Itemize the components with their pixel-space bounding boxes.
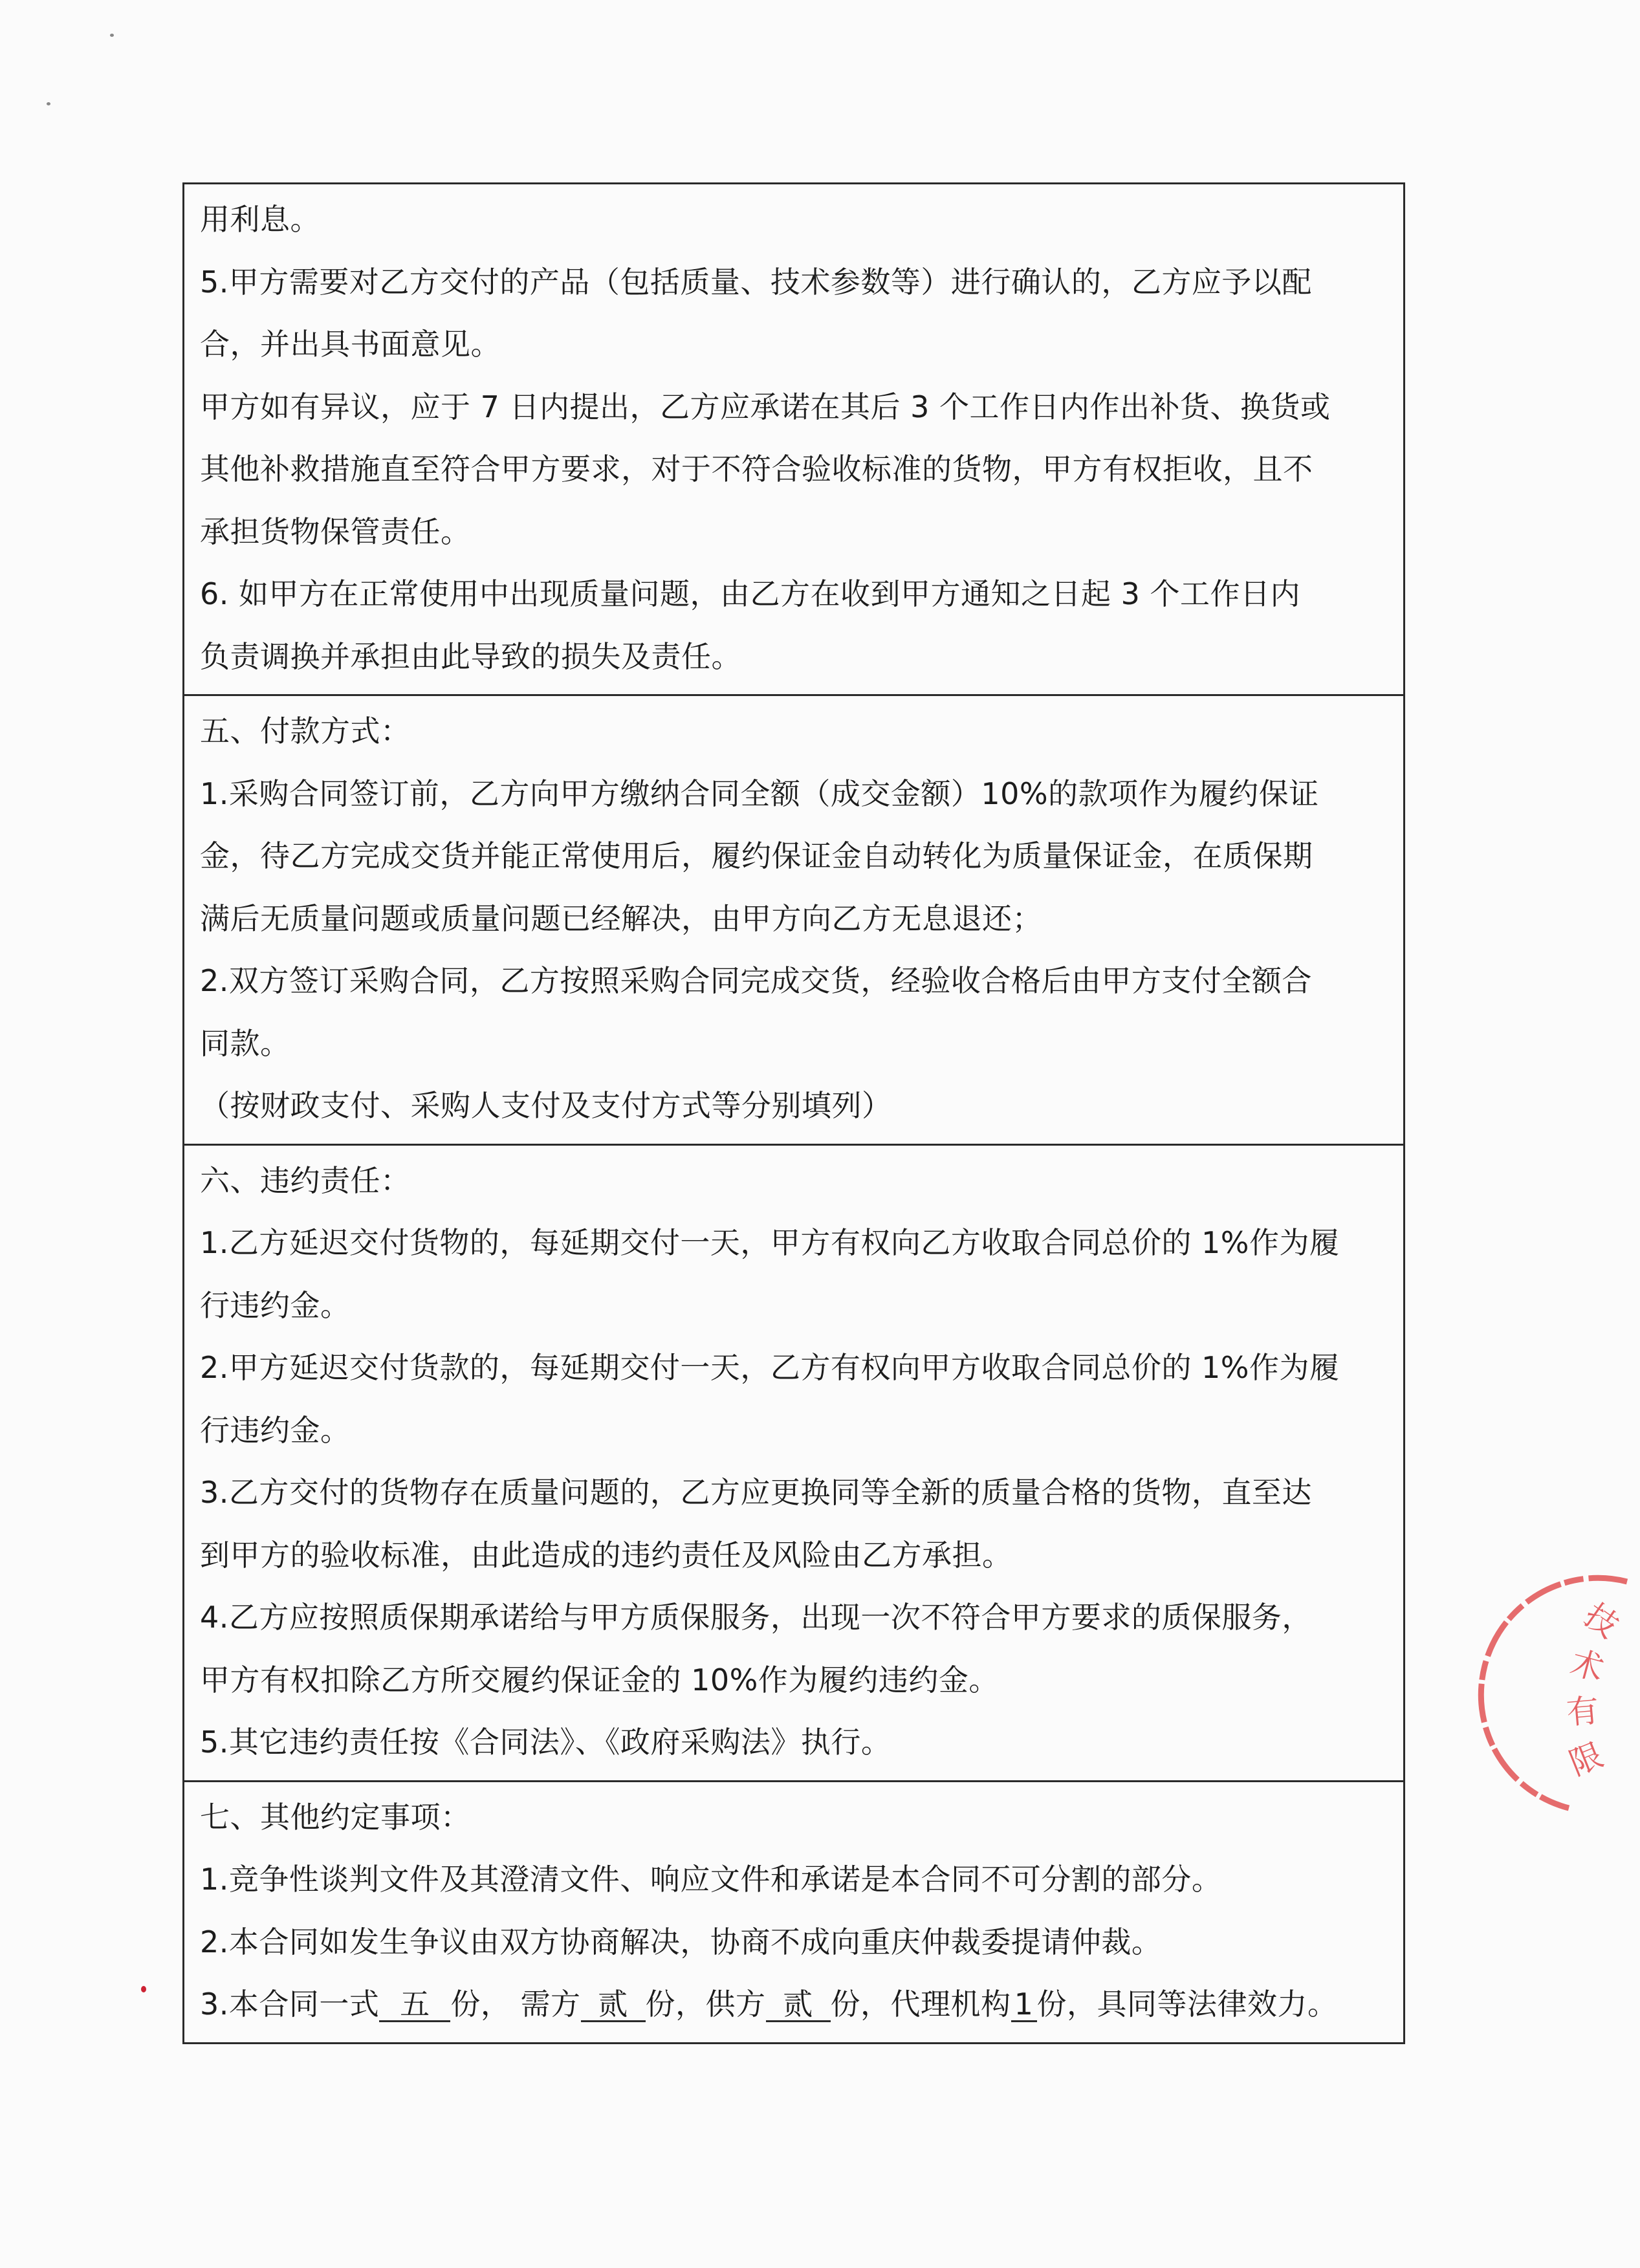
- text-line: 甲方如有异议，应于 7 日内提出，乙方应承诺在其后 3 个工作日内作出补货、换货或: [200, 389, 1331, 424]
- text-line: 甲方有权扣除乙方所交履约保证金的 10%作为履约违约金。: [200, 1662, 999, 1697]
- section-heading: 五、付款方式：: [200, 714, 411, 748]
- acceptance-section: [184, 184, 1403, 694]
- supplier-copies-value: 贰: [766, 1988, 831, 2022]
- buyer-copies-value: 贰: [581, 1988, 646, 2022]
- text-line: 2.本合同如发生争议由双方协商解决，协商不成向重庆仲裁委提请仲裁。: [200, 1924, 1162, 1959]
- red-ink-mark: [141, 1986, 146, 1992]
- text-line: 6. 如甲方在正常使用中出现质量问题，由乙方在收到甲方通知之日起 3 个工作日内: [200, 576, 1301, 611]
- text-line: 用利息。: [200, 202, 320, 237]
- text-line: 2.双方签订采购合同，乙方按照采购合同完成交货，经验收合格后由甲方支付全额合: [200, 963, 1312, 998]
- contract-table: [182, 182, 1405, 2044]
- text-line: 行违约金。: [200, 1412, 351, 1448]
- text-line: 1.乙方延迟交付货物的，每延期交付一天，甲方有权向乙方收取合同总价的 1%作为履: [200, 1225, 1340, 1260]
- agency-copies-value: 1: [1011, 1988, 1037, 2022]
- text-line: 5.其它违约责任按《合同法》、《政府采购法》执行。: [200, 1725, 891, 1760]
- seal-char: 有: [1564, 1691, 1601, 1732]
- section-heading: 七、其他约定事项：: [200, 1799, 471, 1835]
- text-line: 到甲方的验收标准，由此造成的违约责任及风险由乙方承担。: [200, 1537, 1012, 1573]
- breach-liability-section: [184, 1144, 1403, 1780]
- text-line: （按财政支付、采购人支付及支付方式等分别填列）: [200, 1088, 892, 1123]
- section-heading: 六、违约责任：: [200, 1162, 411, 1198]
- text-line: 2.甲方延迟交付货款的，每延期交付一天，乙方有权向甲方收取合同总价的 1%作为履: [200, 1350, 1340, 1385]
- copies-after-supplier: 份，代理机构: [830, 1987, 1011, 2022]
- text-line: 金，待乙方完成交货并能正常使用后，履约保证金自动转化为质量保证金，在质保期: [200, 838, 1313, 873]
- copies-suffix: 份，具同等法律效力。: [1036, 1987, 1338, 2022]
- copies-prefix: 3.本合同一式: [200, 1987, 380, 2022]
- copies-after-total: 份， 需方: [450, 1987, 581, 2022]
- text-line: 3.乙方交付的货物存在质量问题的，乙方应更换同等全新的质量合格的货物，直至达: [200, 1475, 1312, 1510]
- text-line: 1.竞争性谈判文件及其澄清文件、响应文件和承诺是本合同不可分割的部分。: [200, 1862, 1222, 1897]
- text-line: 同款。: [200, 1025, 290, 1061]
- text-line: 4.乙方应按照质保期承诺给与甲方质保服务，出现一次不符合甲方要求的质保服务，: [200, 1600, 1312, 1635]
- text-line: 负责调换并承担由此导致的损失及责任。: [200, 638, 741, 674]
- text-line: 满后无质量问题或质量问题已经解决，由甲方向乙方无息退还；: [200, 900, 1042, 936]
- text-line: 5.甲方需要对乙方交付的产品（包括质量、技术参数等）进行确认的，乙方应予以配: [200, 264, 1312, 300]
- text-line: 合，并出具书面意见。: [200, 327, 501, 362]
- seal-char: 技: [1577, 1596, 1626, 1646]
- copies-clause: [200, 1973, 1389, 2036]
- text-line: 行违约金。: [200, 1287, 351, 1323]
- other-matters-section: [184, 1780, 1403, 2042]
- text-line: 承担货物保管责任。: [200, 514, 471, 549]
- seal-char: 限: [1564, 1736, 1608, 1783]
- text-line: 1.采购合同签订前，乙方向甲方缴纳合同全额（成交金额）10%的款项作为履约保证: [200, 776, 1319, 811]
- seal-char: 术: [1566, 1643, 1608, 1688]
- text-line: 其他补救措施直至符合甲方要求，对于不符合验收标准的货物，甲方有权拒收，且不: [200, 452, 1313, 486]
- payment-section: [184, 694, 1403, 1144]
- copies-after-buyer: 份，供方: [645, 1987, 766, 2022]
- total-copies-value: 五: [379, 1988, 450, 2022]
- company-seal: [1543, 1569, 1640, 1827]
- scan-speck: [110, 34, 114, 37]
- scan-speck: [47, 102, 50, 105]
